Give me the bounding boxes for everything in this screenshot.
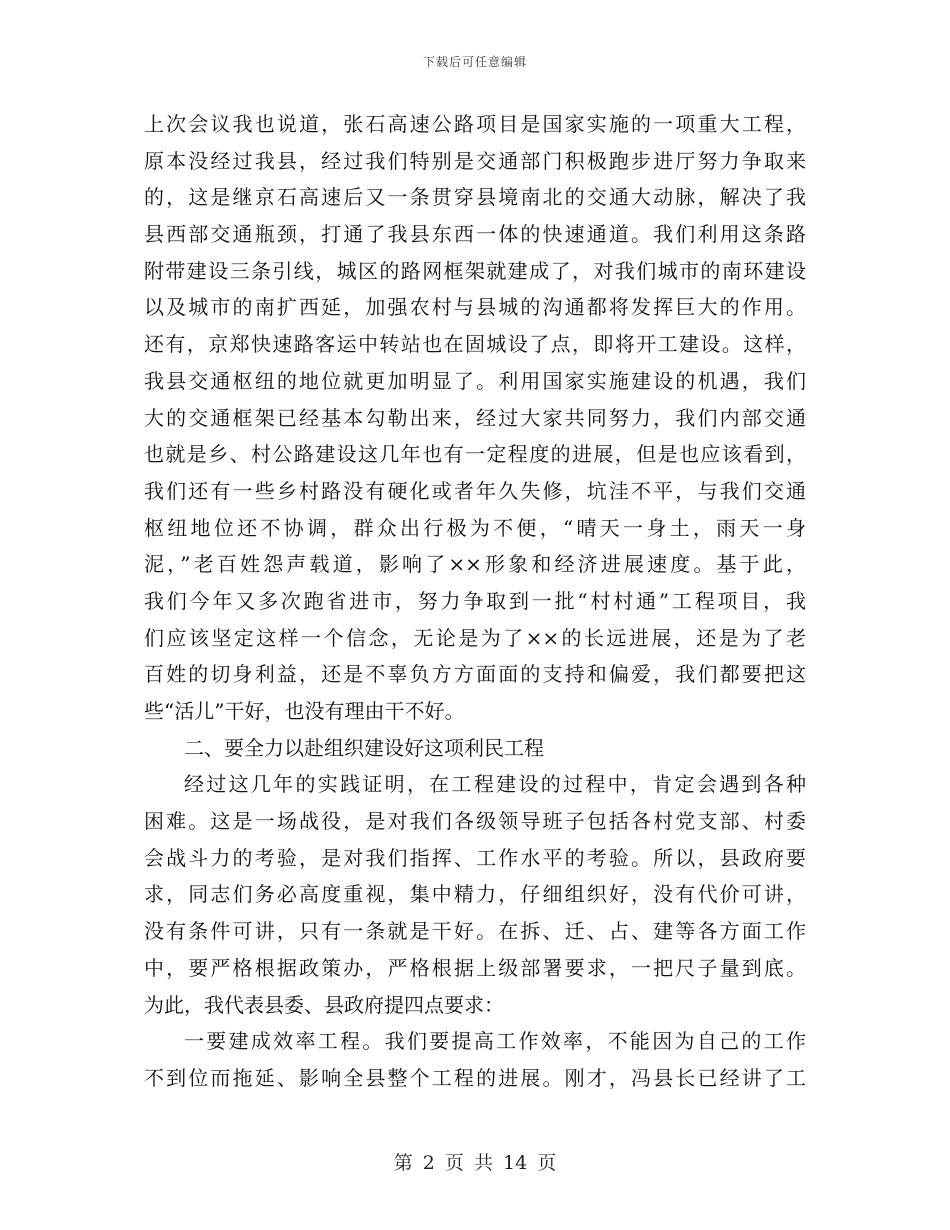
paragraph-line: 为此，我代表县委、县政府提四点要求： — [144, 992, 504, 1017]
paragraph-line: 上次会议我也说道，张石高速公路项目是国家实施的一项重大工程， — [144, 112, 806, 136]
paragraph-line: 我县交通枢纽的地位就更加明显了。利用国家实施建设的机遇，我们 — [144, 368, 806, 393]
section-heading: 二、要全力以赴组织建设好这项利民工程 — [184, 735, 544, 760]
paragraph-line: 附带建设三条引线，城区的路网框架就建成了，对我们城市的南环建设 — [144, 258, 806, 283]
paragraph-line: 会战斗力的考验，是对我们指挥、工作水平的考验。所以，县政府要 — [144, 845, 806, 870]
paragraph-line: 我们还有一些乡村路没有硬化或者年久失修，坑洼不平，与我们交通 — [144, 478, 806, 503]
paragraph-line: 大的交通框架已经基本勾勒出来，经过大家共同努力，我们内部交通 — [144, 405, 806, 430]
paragraph-line: 们应该坚定这样一个信念，无论是为了××的长远进展，还是为了老 — [144, 625, 806, 650]
document-body — [144, 106, 806, 1097]
paragraph-line: 困难。这是一场战役，是对我们各级领导班子包括各村党支部、村委 — [144, 809, 806, 834]
paragraph-line: 泥，”老百姓怨声载道，影响了××形象和经济进展速度。基于此， — [144, 552, 806, 577]
paragraph-line: 中，要严格根据政策办，严格根据上级部署要求，一把尺子量到底。 — [144, 955, 806, 980]
paragraph-line: 的，这是继京石高速后又一条贯穿县境南北的交通大动脉，解决了我 — [144, 185, 806, 210]
page-number: 第 2 页 共 14 页 — [393, 1152, 557, 1174]
paragraph-line: 以及城市的南扩西延，加强农村与县城的沟通都将发挥巨大的作用。 — [144, 295, 806, 320]
paragraph-line: 我们今年又多次跑省进市，努力争取到一批“村村通”工程项目，我 — [144, 588, 806, 613]
paragraph-line: 原本没经过我县，经过我们特别是交通部门积极跑步进厅努力争取来 — [144, 148, 806, 173]
paragraph-line: 求，同志们务必高度重视，集中精力，仔细组织好，没有代价可讲， — [144, 882, 806, 907]
paragraph-line: 还有，京郑快速路客运中转站也在固城设了点，即将开工建设。这样， — [144, 332, 806, 357]
paragraph-line: 县西部交通瓶颈，打通了我县东西一体的快速通道。我们利用这条路 — [144, 222, 806, 247]
paragraph-line: 些“活儿”干好，也没有理由干不好。 — [144, 699, 465, 723]
paragraph-line: 没有条件可讲，只有一条就是干好。在拆、迁、占、建等各方面工作 — [144, 919, 806, 944]
page-header: 下载后可任意编辑 — [422, 55, 527, 69]
paragraph-line: 不到位而拖延、影响全县整个工程的进展。刚才，冯县长已经讲了工 — [144, 1065, 806, 1090]
paragraph-line: 百姓的切身利益，还是不辜负方方面面的支持和偏爱，我们都要把这 — [144, 662, 806, 687]
paragraph-line: 枢纽地位还不协调，群众出行极为不便，“晴天一身土，雨天一身 — [144, 515, 806, 540]
paragraph-line: 也就是乡、村公路建设这几年也有一定程度的进展，但是也应该看到， — [144, 442, 806, 467]
paragraph-line: 一要建成效率工程。我们要提高工作效率，不能因为自己的工作 — [184, 1029, 806, 1054]
paragraph-line: 经过这几年的实践证明，在工程建设的过程中，肯定会遇到各种 — [184, 772, 806, 797]
